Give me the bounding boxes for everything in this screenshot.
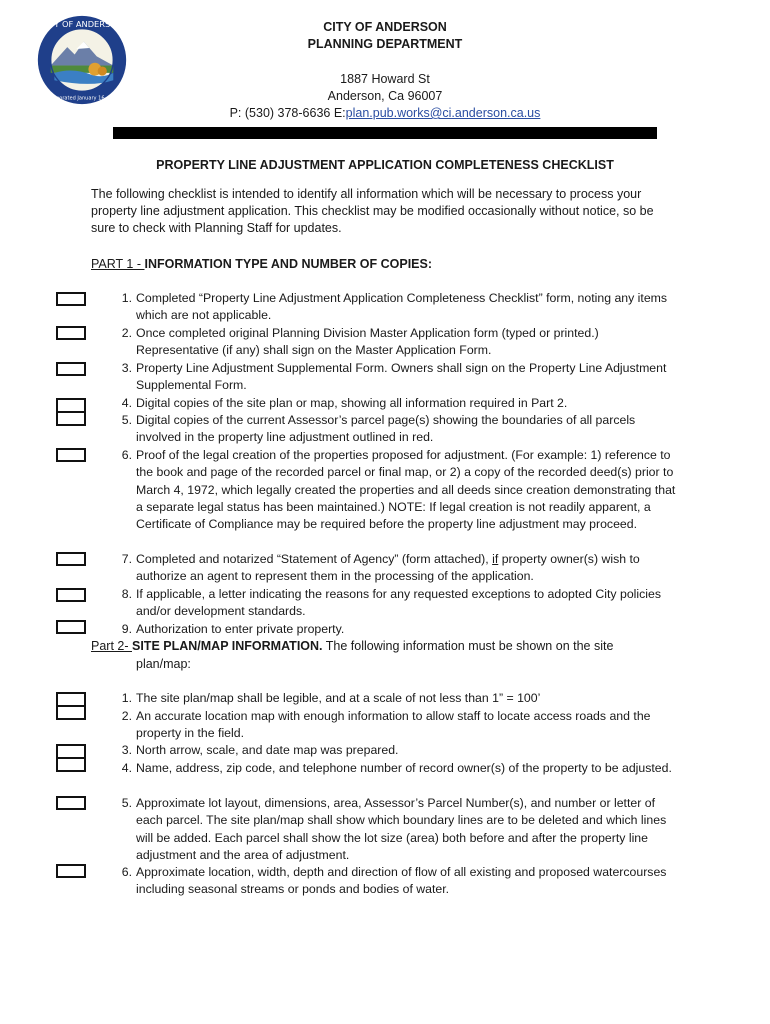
item-number: 5.	[121, 796, 132, 810]
checkbox-part1-item7[interactable]	[56, 552, 86, 566]
checkbox-part1-item8[interactable]	[56, 588, 86, 602]
item-text: An accurate location map with enough information to allow staff to locate access roads and the property in the field.	[136, 709, 651, 741]
header-divider	[113, 127, 657, 139]
checkbox-part1-item6[interactable]	[56, 448, 86, 462]
checkbox-part2-item3-4[interactable]	[56, 744, 86, 772]
item-text: Once completed original Planning Division Master Application form (typed or printed.) Representative (if any) shall sign on the Master Application Form.	[136, 326, 599, 358]
checkbox-part1-item1[interactable]	[56, 292, 86, 306]
city-name: CITY OF ANDERSON	[323, 20, 447, 34]
item-number: 1.	[121, 691, 132, 705]
part2-heading	[91, 638, 613, 655]
part1-heading	[91, 256, 432, 273]
item-number: 7.	[121, 552, 132, 566]
item-text: Proof of the legal creation of the properties proposed for adjustment. (For example: 1) reference to the book and page of the recorded parcel or final map, or 2) a copy of the recorded deed(s) prior to March 4, 1972, which legally created the properties and all deeds since creation demonstrating that a separate legal status has been maintained.) NOTE: If legal creation is not readily apparent, a Certificate of Compliance may be required before the property line adjustment may proceed.	[136, 448, 676, 532]
department-name: PLANNING DEPARTMENT	[307, 37, 463, 51]
item-number: 3.	[121, 361, 132, 375]
document-title: PROPERTY LINE ADJUSTMENT APPLICATION COMPLETENESS CHECKLIST	[156, 158, 614, 172]
item-text: Authorization to enter private property.	[136, 622, 345, 636]
item-text: Approximate location, width, depth and direction of flow of all existing and proposed watercourses including seasonal streams or ponds and bodies of water.	[136, 865, 667, 897]
seal-text-top: CITY OF ANDERSON	[41, 18, 123, 29]
intro-paragraph: The following checklist is intended to identify all information which will be necessary to process your property line adjustment application. This checklist may be modified occasionally without notice, so be sure to check with Planning Staff for updates.	[91, 187, 654, 235]
item-text: North arrow, scale, and date map was prepared.	[136, 743, 399, 757]
phone-text: P: (530) 378-6636 E:	[229, 106, 346, 120]
item-number: 9.	[121, 622, 132, 636]
checkbox-part1-item2[interactable]	[56, 326, 86, 340]
item-text: The site plan/map shall be legible, and at a scale of not less than 1” = 100’	[136, 691, 541, 705]
item-number: 3.	[121, 743, 132, 757]
item-number: 4.	[121, 761, 132, 775]
item-number: 8.	[121, 587, 132, 601]
item-number: 4.	[121, 396, 132, 410]
item-number: 6.	[121, 865, 132, 879]
item-text: Property Line Adjustment Supplemental Form. Owners shall sign on the Property Line Adjustment Supplemental Form.	[136, 361, 667, 393]
item-text: Completed “Property Line Adjustment Application Completeness Checklist” form, noting any items which are not applicable.	[136, 291, 668, 323]
part2-title-rest: The following information must be shown on the site	[322, 639, 614, 653]
item-number: 6.	[121, 448, 132, 462]
checkbox-part1-item4-5[interactable]	[56, 398, 86, 426]
part1-label: PART 1 -	[91, 257, 145, 271]
item-number: 1.	[121, 291, 132, 305]
checkbox-part1-item3[interactable]	[56, 362, 86, 376]
email-link[interactable]: plan.pub.works@ci.anderson.ca.us	[345, 106, 541, 120]
item-text: Digital copies of the site plan or map, showing all information required in Part 2.	[136, 396, 568, 410]
part2-label: Part 2-	[91, 639, 132, 653]
item-text: Digital copies of the current Assessor’s parcel page(s) showing the boundaries of all parcels involved in the property line adjustment outlined in red.	[136, 413, 636, 445]
item-text: Name, address, zip code, and telephone number of record owner(s) of the property to be adjusted.	[136, 761, 672, 775]
contact-line	[0, 105, 770, 122]
part2-title: SITE PLAN/MAP INFORMATION.	[132, 639, 323, 653]
part1-title: INFORMATION TYPE AND NUMBER OF COPIES:	[144, 257, 432, 271]
item-text: If applicable, a letter indicating the reasons for any requested exceptions to adopted City policies and/or development standards.	[136, 587, 661, 619]
seal-text-bottom: Incorporated January 16, 1956	[43, 95, 121, 102]
item-text: Approximate lot layout, dimensions, area, Assessor’s Parcel Number(s), and number or letter of each parcel. The site plan/map shall show which boundary lines are to be deleted and which lines will be added. Each parcel shall show the lot size (area) both before and after the property line adjustment and the area of adjustment.	[136, 796, 667, 862]
address-line-1: 1887 Howard St	[340, 72, 430, 86]
item-text-pre: Completed and notarized “Statement of Agency” (form attached),	[136, 552, 493, 566]
item-text-post: property owner(s) wish to authorize an agent to represent them in the processing of the application.	[136, 552, 640, 584]
checkbox-part2-item1-2[interactable]	[56, 692, 86, 720]
checkbox-part1-item9[interactable]	[56, 620, 86, 634]
checkbox-part2-item6[interactable]	[56, 864, 86, 878]
checkbox-part2-item5[interactable]	[56, 796, 86, 810]
address-line-2: Anderson, Ca 96007	[327, 89, 443, 103]
item-text-underlined: if	[492, 552, 499, 566]
part2-heading-continued: plan/map:	[136, 657, 191, 671]
item-number: 2.	[121, 326, 132, 340]
item-number: 2.	[121, 709, 132, 723]
item-text	[136, 551, 680, 586]
item-number: 5.	[121, 413, 132, 427]
